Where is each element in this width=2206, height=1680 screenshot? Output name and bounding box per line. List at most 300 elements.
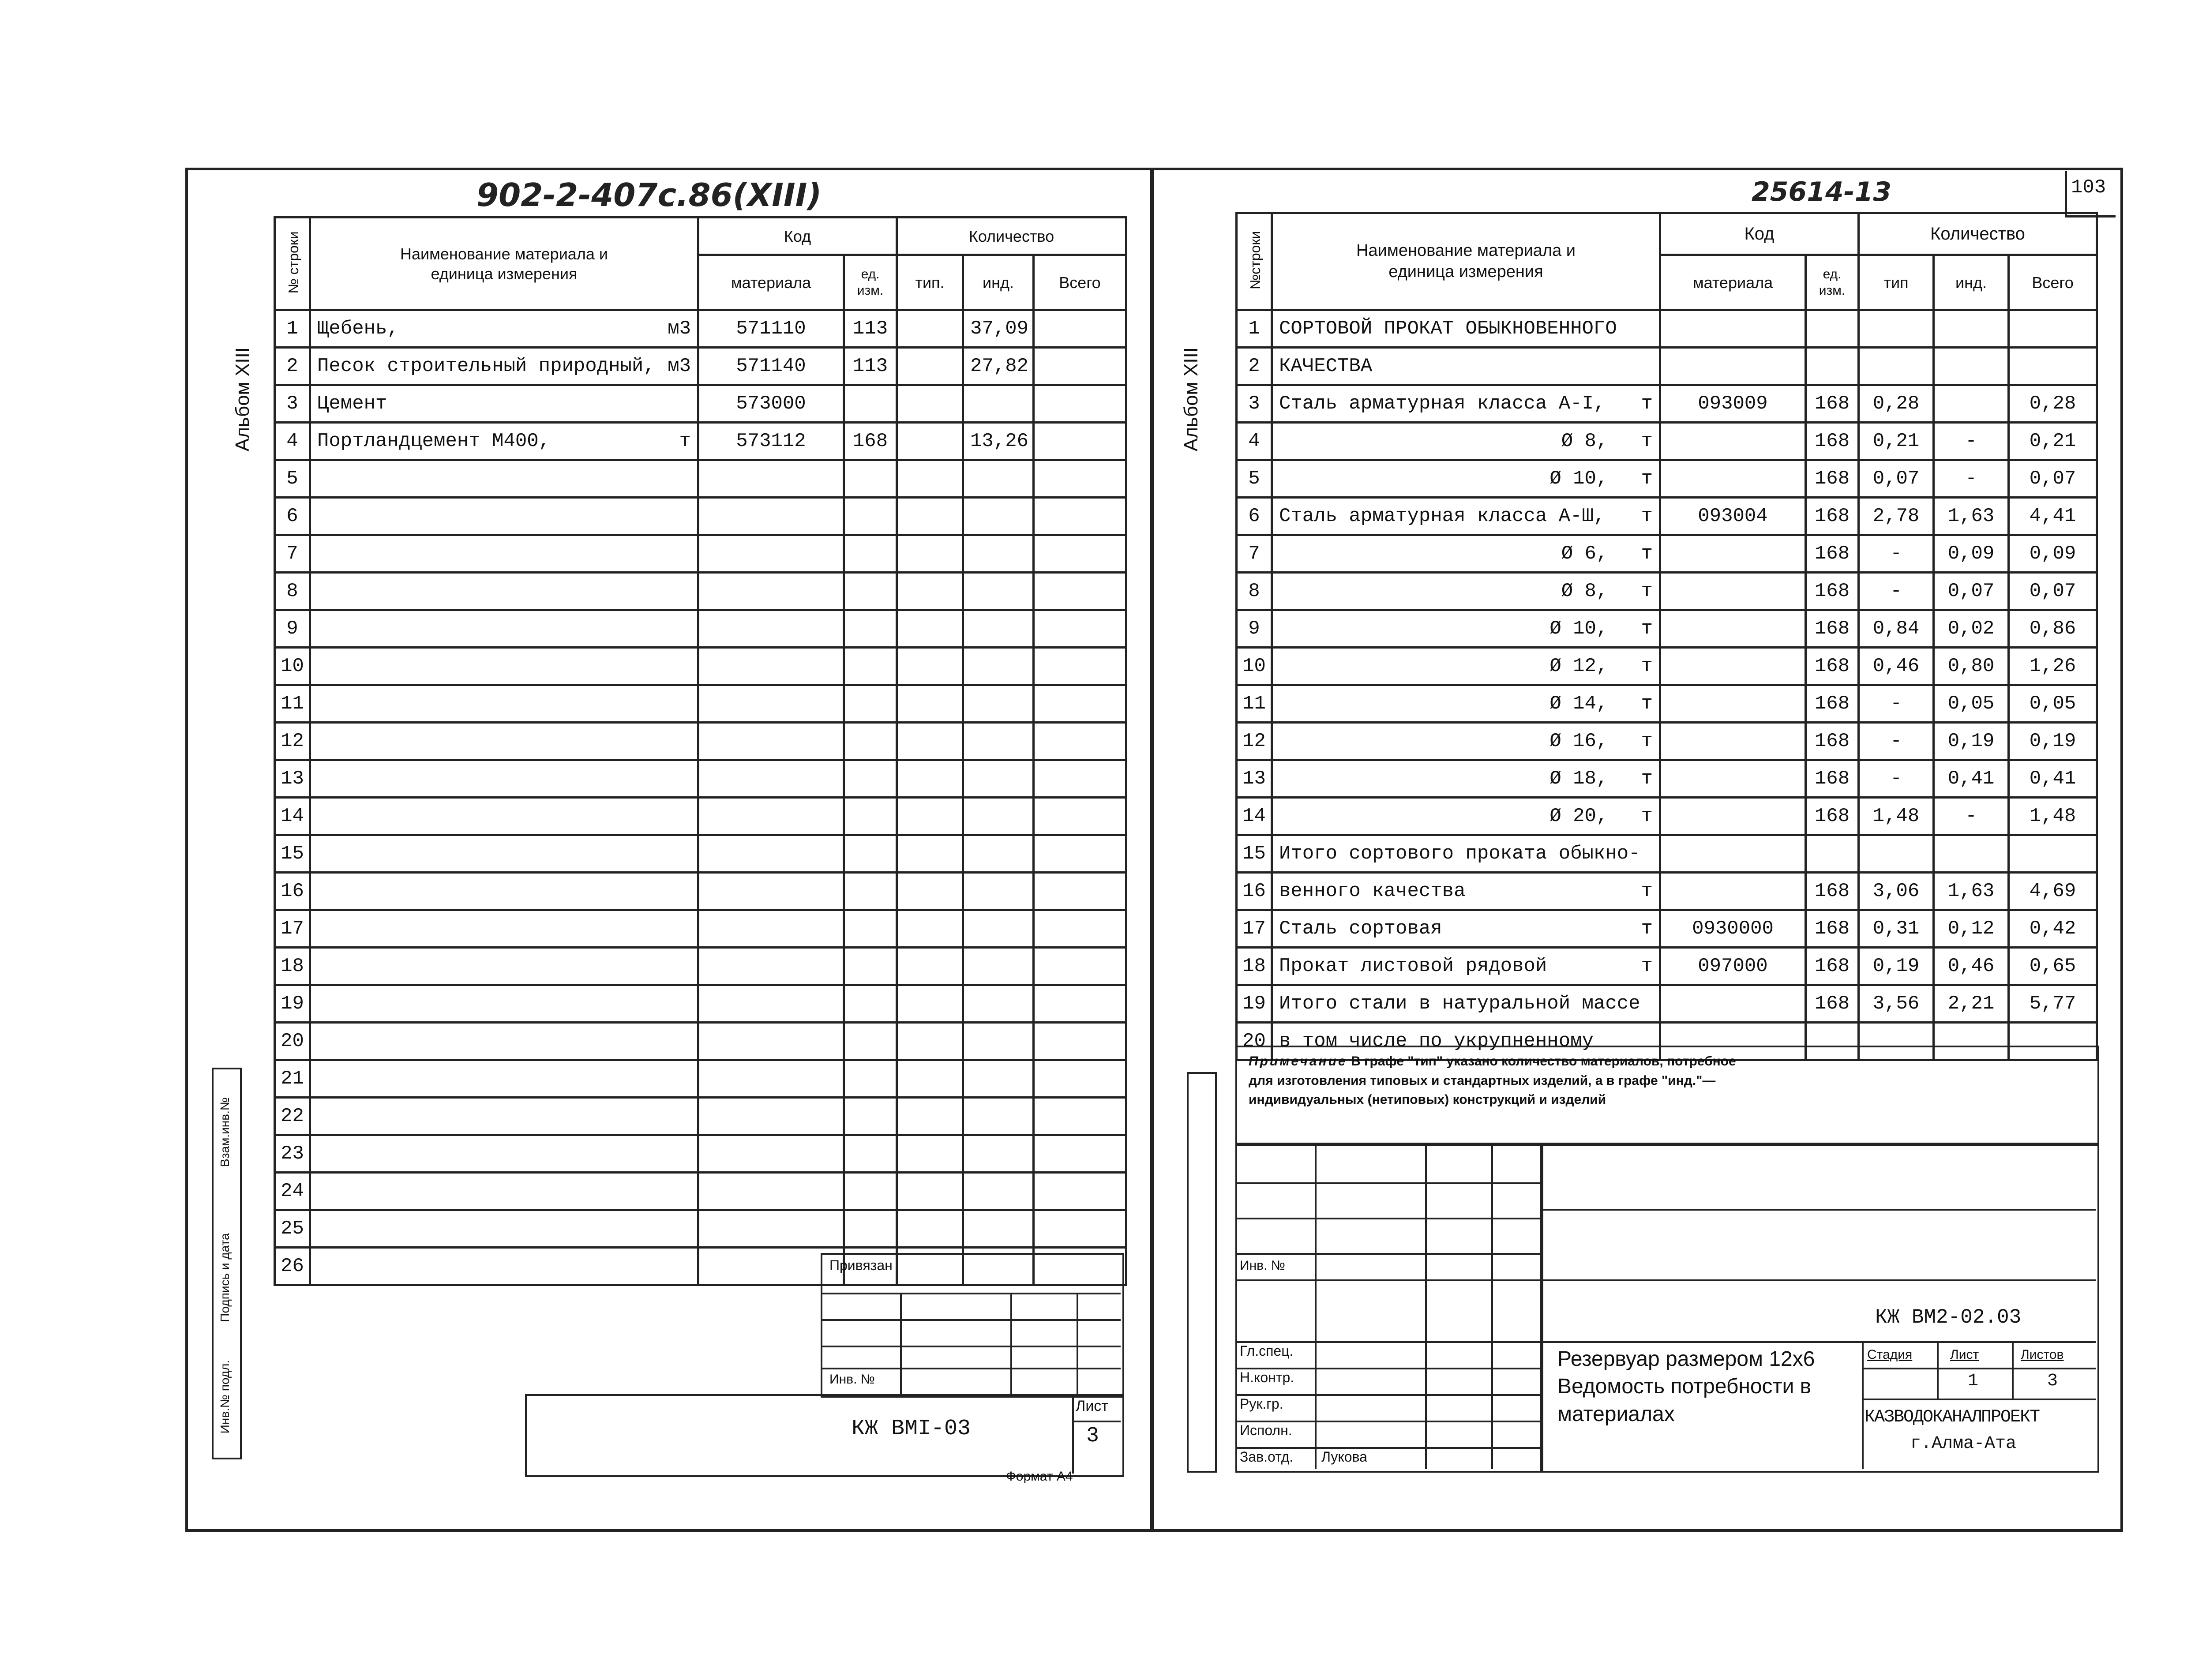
signer-role: Рук.гр. — [1240, 1396, 1283, 1412]
table-row — [275, 760, 1126, 798]
material-name — [310, 423, 698, 460]
right-stage-vline-2 — [1937, 1341, 1939, 1399]
signer-role: Зав.отд. — [1240, 1449, 1294, 1465]
material-name — [310, 798, 698, 835]
material-name — [310, 1248, 698, 1285]
table-row — [275, 535, 1126, 573]
row-number: 5 — [275, 460, 310, 498]
material-name — [310, 948, 698, 985]
material-name — [1272, 948, 1660, 985]
material-name — [310, 1023, 698, 1060]
material-name-text: Ø 14, — [1549, 693, 1608, 715]
material-unit: т — [1641, 805, 1653, 827]
row-number: 13 — [1237, 760, 1272, 798]
unit-code: 168 — [1806, 498, 1859, 535]
material-name — [310, 610, 698, 648]
left-format: Формат А4 — [1006, 1469, 1073, 1484]
right-header-qty-typ: тип — [1859, 255, 1934, 310]
row-number: 11 — [1237, 685, 1272, 723]
right-header-qty: Количество — [1859, 213, 2097, 255]
unit-code — [844, 1023, 897, 1060]
row-number: 20 — [275, 1023, 310, 1060]
material-name-text: Ø 12, — [1549, 655, 1608, 677]
material-code — [1660, 835, 1806, 873]
table-row — [275, 985, 1126, 1023]
material-name-text: Итого сортового проката обыкно- — [1279, 843, 1640, 865]
material-code — [698, 535, 844, 573]
material-name — [1272, 385, 1660, 423]
qty-ind — [963, 1210, 1034, 1248]
row-number: 15 — [1237, 835, 1272, 873]
table-row — [275, 835, 1126, 873]
right-org: КАЗВОДОКАНАЛПРОЕКТ — [1865, 1407, 2040, 1427]
row-number: 8 — [1237, 573, 1272, 610]
left-header-code: Код — [698, 218, 897, 255]
right-header-code-unit: ед. изм. — [1806, 255, 1859, 310]
material-name — [1272, 798, 1660, 835]
unit-code — [844, 1210, 897, 1248]
qty-ind: 2,21 — [1934, 985, 2009, 1023]
row-number: 19 — [275, 985, 310, 1023]
unit-code — [844, 498, 897, 535]
right-sig-vline-3 — [1491, 1143, 1493, 1469]
left-privyazan-line-3 — [821, 1346, 1121, 1347]
material-code — [1660, 460, 1806, 498]
unit-code — [844, 535, 897, 573]
unit-code: 168 — [1806, 535, 1859, 573]
unit-code — [844, 948, 897, 985]
right-header-name: Наименование материала и единица измерения — [1272, 213, 1660, 310]
material-name — [1272, 760, 1660, 798]
qty-typ: 0,28 — [1859, 385, 1934, 423]
qty-typ — [897, 1098, 963, 1135]
material-code — [1660, 573, 1806, 610]
material-unit: т — [1641, 430, 1653, 452]
table-row — [1237, 760, 2097, 798]
qty-typ — [897, 1060, 963, 1098]
material-name — [310, 1098, 698, 1135]
table-row — [275, 460, 1126, 498]
row-number: 25 — [275, 1210, 310, 1248]
qty-typ — [1859, 835, 1934, 873]
qty-typ — [897, 423, 963, 460]
row-number: 23 — [275, 1135, 310, 1173]
right-sig-hline-3 — [1235, 1253, 1540, 1255]
material-name — [310, 1135, 698, 1173]
left-side-stamp-1: Инв.№ подл. — [218, 1360, 232, 1434]
material-name-text: Ø 10, — [1549, 468, 1608, 490]
material-code: 571140 — [698, 348, 844, 385]
row-number: 24 — [275, 1173, 310, 1210]
qty-ind: 13,26 — [963, 423, 1034, 460]
left-header-qty-ind: инд. — [963, 255, 1034, 310]
unit-code — [844, 873, 897, 910]
material-name — [1272, 648, 1660, 685]
left-privyazan-line-1 — [821, 1293, 1121, 1294]
row-number: 20 — [1237, 1023, 1272, 1060]
right-header-code-material: материала — [1660, 255, 1806, 310]
table-row — [1237, 723, 2097, 760]
left-title-block — [525, 1394, 1124, 1477]
qty-ind: 0,07 — [1934, 573, 2009, 610]
left-header-qty-total: Всего — [1034, 255, 1126, 310]
qty-typ — [897, 348, 963, 385]
left-privyazan-line-2 — [821, 1319, 1121, 1321]
qty-ind — [963, 1135, 1034, 1173]
qty-typ — [897, 1135, 963, 1173]
right-title-line-3: материалах — [1557, 1402, 1675, 1426]
qty-typ — [897, 573, 963, 610]
right-stage-hline-1 — [1862, 1368, 2096, 1369]
material-code — [698, 1023, 844, 1060]
material-unit: т — [1641, 543, 1653, 565]
row-number: 14 — [1237, 798, 1272, 835]
qty-ind: 0,02 — [1934, 610, 2009, 648]
material-name-text: венного качества — [1279, 880, 1466, 902]
table-row — [1237, 948, 2097, 985]
qty-typ: 3,06 — [1859, 873, 1934, 910]
unit-code: 168 — [1806, 760, 1859, 798]
material-name — [1272, 835, 1660, 873]
unit-code — [844, 1098, 897, 1135]
qty-typ: - — [1859, 723, 1934, 760]
table-row — [275, 498, 1126, 535]
material-code: 573000 — [698, 385, 844, 423]
material-name-text: СОРТОВОЙ ПРОКАТ ОБЫКНОВЕННОГО — [1279, 318, 1617, 340]
unit-code — [844, 798, 897, 835]
table-row — [275, 723, 1126, 760]
material-unit: т — [1641, 505, 1653, 527]
row-number: 9 — [1237, 610, 1272, 648]
row-number: 2 — [275, 348, 310, 385]
left-privyazan-vline-3 — [1077, 1293, 1078, 1394]
left-inv-no: Инв. № — [829, 1372, 875, 1387]
material-name-text: Сталь арматурная класса А-Ш, — [1279, 505, 1606, 527]
unit-code: 168 — [1806, 985, 1859, 1023]
qty-ind — [963, 498, 1034, 535]
table-row — [1237, 610, 2097, 648]
qty-ind: 1,63 — [1934, 498, 2009, 535]
qty-ind — [963, 385, 1034, 423]
table-row — [1237, 910, 2097, 948]
qty-typ — [1859, 348, 1934, 385]
row-number: 18 — [1237, 948, 1272, 985]
qty-total: 5,77 — [2009, 985, 2097, 1023]
material-name-text: Портландцемент М400, — [317, 430, 551, 452]
material-code — [698, 760, 844, 798]
left-header-row-no: № строки — [285, 231, 301, 294]
qty-typ — [897, 723, 963, 760]
right-page-number: 103 — [2071, 176, 2106, 199]
table-row — [275, 1023, 1126, 1060]
right-header-row-no: №строки — [1247, 231, 1263, 290]
right-stage-hline-2 — [1862, 1399, 2096, 1400]
material-code — [698, 1060, 844, 1098]
unit-code — [844, 685, 897, 723]
right-sig-vline-2 — [1425, 1143, 1427, 1469]
material-name-text: Щебень, — [317, 318, 399, 340]
material-code: 097000 — [1660, 948, 1806, 985]
material-code — [698, 723, 844, 760]
right-title-line-1: Резервуар размером 12х6 — [1557, 1347, 1815, 1371]
unit-code — [844, 573, 897, 610]
material-unit: т — [1641, 768, 1653, 790]
qty-total — [1034, 723, 1126, 760]
unit-code: 168 — [1806, 873, 1859, 910]
qty-total — [1034, 385, 1126, 423]
table-row — [275, 910, 1126, 948]
qty-typ: 0,21 — [1859, 423, 1934, 460]
qty-typ — [897, 835, 963, 873]
material-unit: т — [1641, 580, 1653, 602]
qty-ind — [963, 798, 1034, 835]
unit-code: 168 — [1806, 423, 1859, 460]
qty-typ — [897, 873, 963, 910]
right-sig-hline-1 — [1235, 1182, 1540, 1184]
material-name — [310, 310, 698, 348]
unit-code — [1806, 348, 1859, 385]
right-stage-vline — [1862, 1341, 1864, 1469]
material-code — [1660, 535, 1806, 573]
row-number: 4 — [1237, 423, 1272, 460]
row-number: 19 — [1237, 985, 1272, 1023]
row-number: 10 — [1237, 648, 1272, 685]
row-number: 9 — [275, 610, 310, 648]
unit-code: 113 — [844, 310, 897, 348]
qty-typ — [897, 460, 963, 498]
right-title-line-2: Ведомость потребности в — [1557, 1375, 1812, 1399]
material-code — [698, 1210, 844, 1248]
material-name-text: КАЧЕСТВА — [1279, 355, 1373, 377]
row-number: 1 — [275, 310, 310, 348]
table-row — [1237, 573, 2097, 610]
material-code — [698, 873, 844, 910]
right-sheets-label: Листов — [2021, 1347, 2064, 1362]
unit-code: 168 — [1806, 948, 1859, 985]
material-name-text: Итого стали в натуральной массе — [1279, 993, 1640, 1015]
qty-total — [2009, 310, 2097, 348]
unit-code — [1806, 835, 1859, 873]
unit-code — [844, 1173, 897, 1210]
material-code — [1660, 310, 1806, 348]
row-number: 12 — [275, 723, 310, 760]
material-name-text: Ø 10, — [1549, 618, 1608, 640]
qty-typ — [897, 798, 963, 835]
material-unit: м3 — [668, 355, 691, 377]
right-doc-code: КЖ ВМ2-02.03 — [1875, 1306, 2022, 1329]
material-name-text: Ø 18, — [1549, 768, 1608, 790]
material-name — [310, 648, 698, 685]
material-name — [310, 498, 698, 535]
qty-typ: - — [1859, 685, 1934, 723]
qty-ind — [963, 723, 1034, 760]
material-code — [698, 685, 844, 723]
qty-typ: 0,19 — [1859, 948, 1934, 985]
left-sheet-label: Лист — [1076, 1398, 1108, 1414]
unit-code: 113 — [844, 348, 897, 385]
qty-total: 0,86 — [2009, 610, 2097, 648]
table-row — [275, 1060, 1126, 1098]
material-name-text: Сталь арматурная класса А-I, — [1279, 393, 1606, 415]
qty-ind — [963, 535, 1034, 573]
qty-typ — [897, 910, 963, 948]
material-code — [698, 1098, 844, 1135]
qty-typ: 1,48 — [1859, 798, 1934, 835]
qty-typ: - — [1859, 760, 1934, 798]
qty-ind: 1,63 — [1934, 873, 2009, 910]
material-code — [698, 573, 844, 610]
material-name — [1272, 460, 1660, 498]
material-code: 573112 — [698, 423, 844, 460]
qty-total: 0,05 — [2009, 685, 2097, 723]
qty-ind: 0,80 — [1934, 648, 2009, 685]
right-note — [1249, 1052, 1760, 1110]
table-row — [275, 1210, 1126, 1248]
qty-ind: - — [1934, 423, 2009, 460]
qty-typ — [897, 535, 963, 573]
qty-ind — [963, 835, 1034, 873]
qty-total — [1034, 348, 1126, 385]
material-code — [698, 1173, 844, 1210]
qty-ind — [963, 460, 1034, 498]
material-name — [1272, 910, 1660, 948]
qty-total: 0,65 — [2009, 948, 2097, 985]
material-name — [1272, 573, 1660, 610]
qty-ind — [963, 760, 1034, 798]
row-number: 15 — [275, 835, 310, 873]
row-number: 8 — [275, 573, 310, 610]
table-row — [275, 610, 1126, 648]
unit-code — [844, 610, 897, 648]
left-header-code-unit: ед. изм. — [844, 255, 897, 310]
qty-typ — [897, 648, 963, 685]
row-number: 4 — [275, 423, 310, 460]
qty-ind — [963, 873, 1034, 910]
qty-ind: 37,09 — [963, 310, 1034, 348]
material-name — [1272, 685, 1660, 723]
material-unit: т — [679, 430, 691, 452]
left-header-name: Наименование материала и единица измерения — [310, 218, 698, 310]
qty-typ — [897, 310, 963, 348]
left-sheet-no: 3 — [1086, 1424, 1099, 1448]
signer-name: Лукова — [1321, 1449, 1367, 1465]
qty-total — [1034, 760, 1126, 798]
right-album-label: Альбом XIII — [1180, 347, 1202, 452]
unit-code — [844, 648, 897, 685]
qty-ind: 0,05 — [1934, 685, 2009, 723]
qty-ind: 0,09 — [1934, 535, 2009, 573]
row-number: 17 — [275, 910, 310, 948]
material-code — [1660, 723, 1806, 760]
right-sheet-no: 1 — [1968, 1371, 1979, 1391]
qty-typ — [897, 1173, 963, 1210]
qty-total — [1034, 573, 1126, 610]
material-name-text: в том числе по укрупненному — [1279, 1030, 1594, 1052]
table-row — [275, 573, 1126, 610]
material-code — [1660, 760, 1806, 798]
qty-total: 0,21 — [2009, 423, 2097, 460]
qty-typ — [1859, 310, 1934, 348]
right-header-code: Код — [1660, 213, 1859, 255]
qty-total: 1,26 — [2009, 648, 2097, 685]
right-sheets-count: 3 — [2047, 1371, 2058, 1391]
qty-ind — [963, 1023, 1034, 1060]
unit-code: 168 — [1806, 798, 1859, 835]
qty-ind — [1934, 835, 2009, 873]
left-privyazan-label: Привязан — [829, 1257, 893, 1273]
table-row — [1237, 348, 2097, 385]
material-unit: т — [1641, 880, 1653, 902]
qty-ind: - — [1934, 798, 2009, 835]
material-name-text: Ø 8, — [1561, 430, 1608, 452]
unit-code: 168 — [1806, 723, 1859, 760]
right-materials-table — [1235, 212, 2098, 1061]
material-name-text: Сталь сортовая — [1279, 918, 1442, 940]
right-sheet-label: Лист — [1950, 1347, 1979, 1362]
qty-total — [1034, 498, 1126, 535]
material-code: 0930000 — [1660, 910, 1806, 948]
table-row — [275, 873, 1126, 910]
row-number: 11 — [275, 685, 310, 723]
unit-code — [844, 460, 897, 498]
qty-ind — [963, 573, 1034, 610]
right-title-hline-1 — [1540, 1209, 2096, 1211]
table-row — [1237, 385, 2097, 423]
row-number: 21 — [275, 1060, 310, 1098]
material-unit: т — [1641, 918, 1653, 940]
material-name-text: Ø 16, — [1549, 730, 1608, 752]
qty-ind: - — [1934, 460, 2009, 498]
table-row — [275, 385, 1126, 423]
row-number: 2 — [1237, 348, 1272, 385]
unit-code: 168 — [844, 423, 897, 460]
qty-ind — [963, 1060, 1034, 1098]
table-row — [275, 348, 1126, 385]
left-header-qty: Количество — [897, 218, 1126, 255]
material-code — [1660, 423, 1806, 460]
qty-total — [1034, 948, 1126, 985]
material-code — [698, 460, 844, 498]
qty-ind — [963, 1098, 1034, 1135]
right-header-qty-total: Всего — [2009, 255, 2097, 310]
row-number: 12 — [1237, 723, 1272, 760]
qty-total — [1034, 1210, 1126, 1248]
qty-typ — [897, 498, 963, 535]
material-code — [1660, 985, 1806, 1023]
qty-typ: 0,31 — [1859, 910, 1934, 948]
qty-typ: 2,78 — [1859, 498, 1934, 535]
material-unit: т — [1641, 955, 1653, 977]
material-name — [1272, 610, 1660, 648]
signer-role: Исполн. — [1240, 1422, 1292, 1438]
unit-code — [844, 1135, 897, 1173]
material-name-text: Песок строительный природный, — [317, 355, 655, 377]
material-name-text: Ø 6, — [1561, 543, 1608, 565]
right-stage-vline-3 — [2012, 1341, 2014, 1399]
material-name — [1272, 423, 1660, 460]
qty-ind — [1934, 348, 2009, 385]
table-row — [1237, 685, 2097, 723]
unit-code: 168 — [1806, 685, 1859, 723]
table-row — [275, 423, 1126, 460]
qty-total — [1034, 873, 1126, 910]
material-code — [698, 835, 844, 873]
material-name — [310, 685, 698, 723]
material-name — [1272, 873, 1660, 910]
left-doc-code: КЖ ВМI-03 — [852, 1416, 971, 1441]
material-name — [310, 348, 698, 385]
qty-typ: 3,56 — [1859, 985, 1934, 1023]
